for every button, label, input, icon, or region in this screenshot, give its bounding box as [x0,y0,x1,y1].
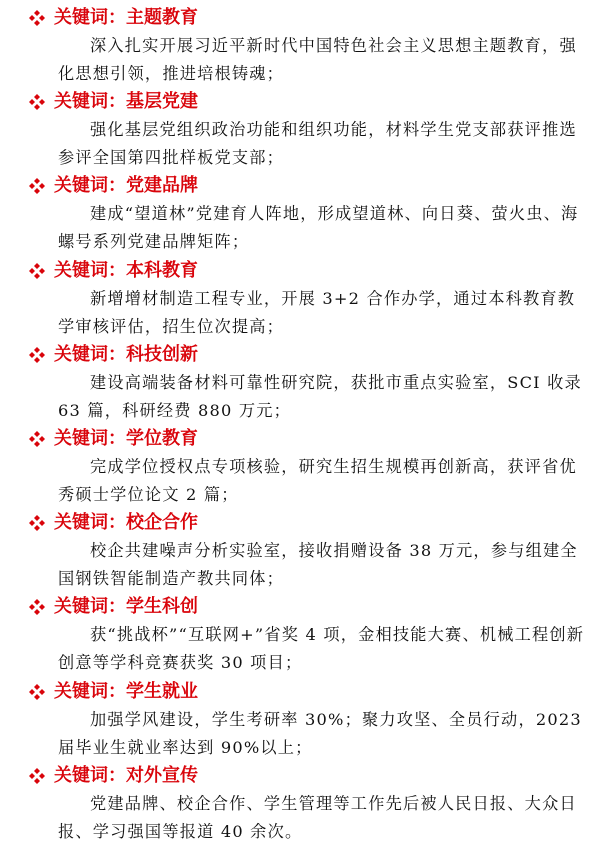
diamond-bullet-icon [28,683,46,701]
keyword-value: 基层党建 [126,91,198,113]
section-school-enterprise [0,509,608,593]
keyword-value: 对外宣传 [126,764,198,786]
section-heading [28,4,198,32]
diamond-bullet-icon [28,262,46,280]
diamond-bullet-icon [28,177,46,195]
keyword-prefix: 关键词： [54,596,126,618]
keyword-prefix: 关键词： [54,764,126,786]
keyword-prefix: 关键词： [54,7,126,28]
keyword-prefix: 关键词： [54,91,126,113]
diamond-bullet-icon [28,767,46,785]
diamond-bullet-icon [28,9,46,27]
section-paragraph: 加强学风建设，学生考研率 30%；聚力攻坚、全员行动，2023 届毕业生就业率达到 90%以上； [58,709,582,757]
section-heading [28,593,198,621]
section-heading [28,257,198,285]
section-external-publicity [0,762,608,846]
section-heading [28,509,198,537]
keyword-prefix: 关键词： [54,343,126,365]
section-paragraph: 校企共建噪声分析实验室，接收捐赠设备 38 万元，参与组建全国钢铁智能制造产教共同体； [58,541,578,589]
keyword-value: 本科教育 [126,259,198,281]
keyword-prefix: 关键词： [54,427,126,449]
diamond-bullet-icon [28,346,46,364]
section-undergraduate-education [0,257,608,341]
keyword-value: 学位教育 [126,427,198,449]
diamond-bullet-icon [28,93,46,111]
section-grassroots-party [0,88,608,172]
section-paragraph: 完成学位授权点专项核验，研究生招生规模再创新高，获评省优秀硕士学位论文 2 篇； [58,456,577,504]
section-theme-education [0,4,608,88]
keyword-prefix: 关键词： [54,512,126,534]
keyword-value: 校企合作 [126,512,198,534]
section-paragraph: 建设高端装备材料可靠性研究院，获批市重点实验室，SCI 收录 63 篇，科研经费 880 万元； [58,372,582,420]
section-student-employment [0,678,608,762]
section-heading [28,88,198,116]
section-paragraph: 建成“望道林”党建育人阵地，形成望道林、向日葵、萤火虫、海螺号系列党建品牌矩阵； [58,204,579,252]
document-body [0,4,608,846]
keyword-value: 学生就业 [126,680,198,702]
diamond-bullet-icon [28,598,46,616]
section-paragraph: 新增增材制造工程专业，开展 3+2 合作办学，通过本科教育教学审核评估，招生位次提高； [58,288,576,336]
section-heading [28,762,198,790]
section-paragraph: 深入扎实开展习近平新时代中国特色社会主义思想主题教育，强化思想引领，推进培根铸魂； [58,36,577,83]
section-heading [28,341,198,369]
section-paragraph: 强化基层党组织政治功能和组织功能，材料学生党支部获评推选参评全国第四批样板党支部； [58,120,577,168]
section-student-innovation [0,593,608,677]
keyword-value: 党建品牌 [126,175,198,197]
section-heading [28,172,198,200]
section-party-brand [0,172,608,256]
keyword-prefix: 关键词： [54,175,126,197]
diamond-bullet-icon [28,514,46,532]
keyword-value: 主题教育 [126,7,198,28]
keyword-value: 学生科创 [126,596,198,618]
section-paragraph: 党建品牌、校企合作、学生管理等工作先后被人民日报、大众日报、学习强国等报道 40 余次。 [58,793,577,841]
keyword-value: 科技创新 [126,343,198,365]
keyword-prefix: 关键词： [54,680,126,702]
section-heading [28,678,198,706]
section-sci-tech-innovation [0,341,608,425]
section-heading [28,425,198,453]
section-degree-education [0,425,608,509]
diamond-bullet-icon [28,430,46,448]
section-paragraph: 获“挑战杯”“互联网+”省奖 4 项，金相技能大赛、机械工程创新创意等学科竞赛获奖 30 项目； [58,625,585,673]
keyword-prefix: 关键词： [54,259,126,281]
